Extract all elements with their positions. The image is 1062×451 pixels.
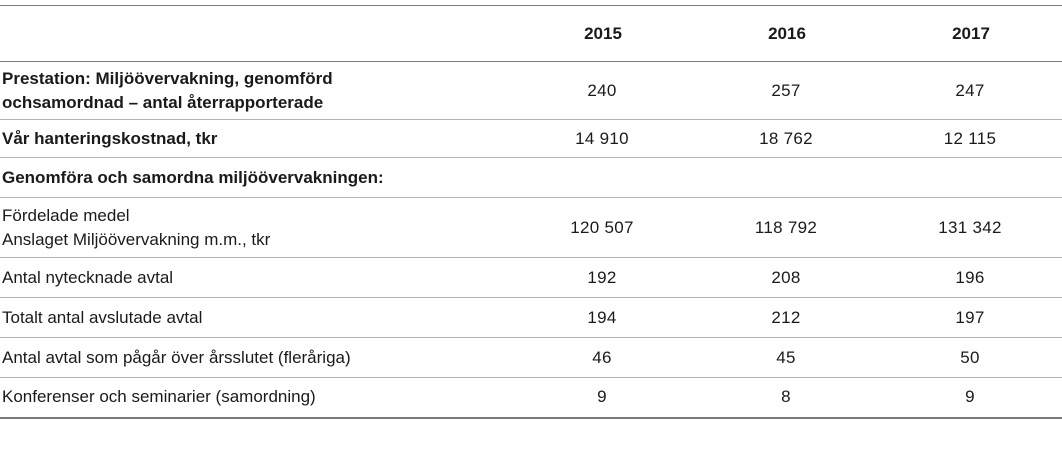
row-value-2017: 197 (878, 298, 1062, 338)
row-value-2015 (510, 158, 694, 198)
row-label: Antal avtal som pågår över årsslutet (fleråriga) (0, 338, 510, 378)
row-label: Antal nytecknade avtal (0, 258, 510, 298)
row-value-2016: 8 (694, 378, 878, 418)
row-value-2016: 18 762 (694, 120, 878, 158)
header-year-2016: 2016 (694, 6, 878, 62)
row-value-2017: 12 115 (878, 120, 1062, 158)
row-value-2016: 208 (694, 258, 878, 298)
row-value-2015: 14 910 (510, 120, 694, 158)
row-value-2015: 192 (510, 258, 694, 298)
row-label: Genomföra och samordna miljöövervakningen: (0, 158, 510, 198)
row-value-2016: 118 792 (694, 198, 878, 258)
row-value-2015: 9 (510, 378, 694, 418)
row-label: Vår hanteringskostnad, tkr (0, 120, 510, 158)
row-value-2017 (878, 158, 1062, 198)
row-label: Totalt antal avslutade avtal (0, 298, 510, 338)
header-row (0, 6, 1062, 62)
header-year-2015: 2015 (510, 6, 694, 62)
table-row (0, 158, 1062, 198)
table-row (0, 62, 1062, 120)
row-value-2017: 196 (878, 258, 1062, 298)
table-row (0, 298, 1062, 338)
table-row (0, 378, 1062, 418)
table-row (0, 120, 1062, 158)
data-table (0, 5, 1062, 419)
row-value-2017: 131 342 (878, 198, 1062, 258)
row-label: Prestation: Miljöövervakning, genomförd ochsamordnad – antal återrapporterade (0, 62, 510, 120)
row-value-2016 (694, 158, 878, 198)
row-value-2016: 257 (694, 62, 878, 120)
row-value-2015: 120 507 (510, 198, 694, 258)
row-value-2017: 9 (878, 378, 1062, 418)
row-label: Konferenser och seminarier (samordning) (0, 378, 510, 418)
row-value-2017: 247 (878, 62, 1062, 120)
row-value-2017: 50 (878, 338, 1062, 378)
header-empty-cell (0, 6, 510, 62)
table-row (0, 198, 1062, 258)
row-label: Fördelade medel Anslaget Miljöövervakning m.m., tkr (0, 198, 510, 258)
table-row (0, 258, 1062, 298)
row-value-2016: 212 (694, 298, 878, 338)
header-year-2017: 2017 (878, 6, 1062, 62)
row-value-2015: 240 (510, 62, 694, 120)
row-value-2015: 194 (510, 298, 694, 338)
row-value-2015: 46 (510, 338, 694, 378)
row-value-2016: 45 (694, 338, 878, 378)
table-row (0, 338, 1062, 378)
